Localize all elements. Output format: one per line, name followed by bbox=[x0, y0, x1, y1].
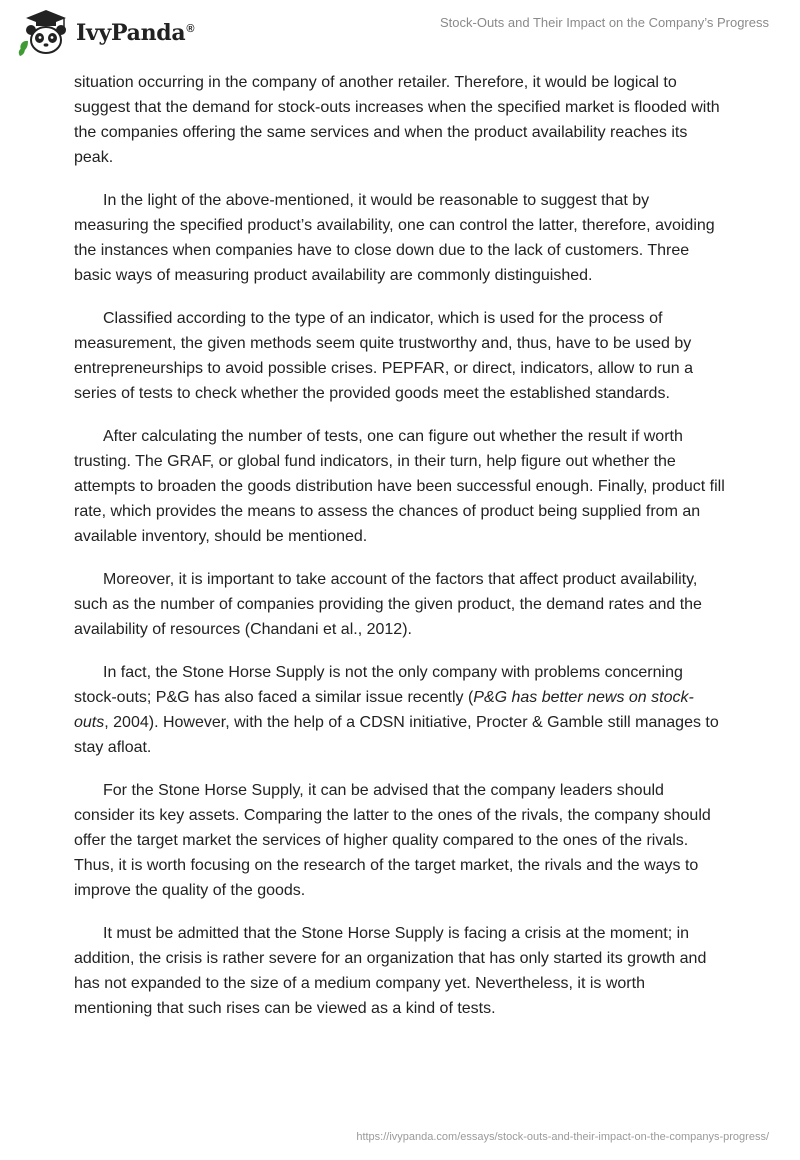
registered-mark: ® bbox=[186, 22, 195, 35]
source-url-link[interactable]: https://ivypanda.com/essays/stock-outs-and-their-impact-on-the-companys-progress/ bbox=[356, 1131, 769, 1143]
paragraph-8: It must be admitted that the Stone Horse Supply is facing a crisis at the moment; in addition, the crisis is rather severe for an organization that has only started its growth and has not expanded to the size of a medium company yet. Nevertheless, it is worth mentioning that such rises can be viewed as a kind of tests. bbox=[74, 925, 707, 1017]
paragraph-2: In the light of the above-mentioned, it would be reasonable to suggest that by measuring the specified product’s availability, one can control the latter, therefore, avoiding the instances when companies have to close down due to the lack of customers. Three basic ways of measuring product availability are commonly distinguished. bbox=[74, 192, 715, 284]
essay-body bbox=[74, 70, 726, 1039]
paragraph-1: situation occurring in the company of another retailer. Therefore, it would be logical to suggest that the demand for stock-outs increases when the specified market is flooded with the companies offering the same services and when the product availability reaches its peak. bbox=[74, 74, 720, 166]
panda-graduate-icon bbox=[16, 8, 74, 58]
paragraph-7: For the Stone Horse Supply, it can be advised that the company leaders should consider its key assets. Comparing the latter to the ones of the rivals, the company should offer the target market the services of higher quality compared to the ones of the rivals. Thus, it is worth focusing on the research of the target market, the rivals and the ways to improve the quality of the goods. bbox=[74, 782, 711, 899]
ivypanda-logo[interactable] bbox=[16, 8, 194, 58]
paragraph-4: After calculating the number of tests, one can figure out whether the result if worth trusting. The GRAF, or global fund indicators, in their turn, help figure out whether the attempts to broaden the goods distribution have been successful enough. Finally, product fill rate, which provides the means to assess the chances of product being supplied from an available inventory, should be mentioned. bbox=[74, 428, 725, 545]
paragraph-6 bbox=[74, 660, 726, 760]
document-title: Stock-Outs and Their Impact on the Company’s Progress bbox=[439, 15, 769, 30]
logo-wordmark: IvyPanda® bbox=[76, 20, 195, 46]
paragraph-5: Moreover, it is important to take account of the factors that affect product availability, such as the number of companies providing the given product, the demand rates and the availability of resources (Chandani et al., 2012). bbox=[74, 571, 702, 638]
citation-title: P&G has better news on stock-outs bbox=[74, 689, 694, 731]
paragraph-6-text-before: In fact, the Stone Horse Supply is not the only company with problems concerning stock-outs; P&G has also faced a similar issue recently ( bbox=[74, 664, 683, 706]
page-header bbox=[0, 0, 800, 70]
paragraph-6-text-after: , 2004). However, with the help of a CDSN initiative, Procter & Gamble still manages to stay afloat. bbox=[74, 714, 719, 756]
paragraph-3: Classified according to the type of an indicator, which is used for the process of measurement, the given methods seem quite trustworthy and, thus, have to be used by entrepreneurships to avoid possible crises. PEPFAR, or direct, indicators, allow to run a series of tests to check whether the provided goods meet the established standards. bbox=[74, 310, 693, 402]
